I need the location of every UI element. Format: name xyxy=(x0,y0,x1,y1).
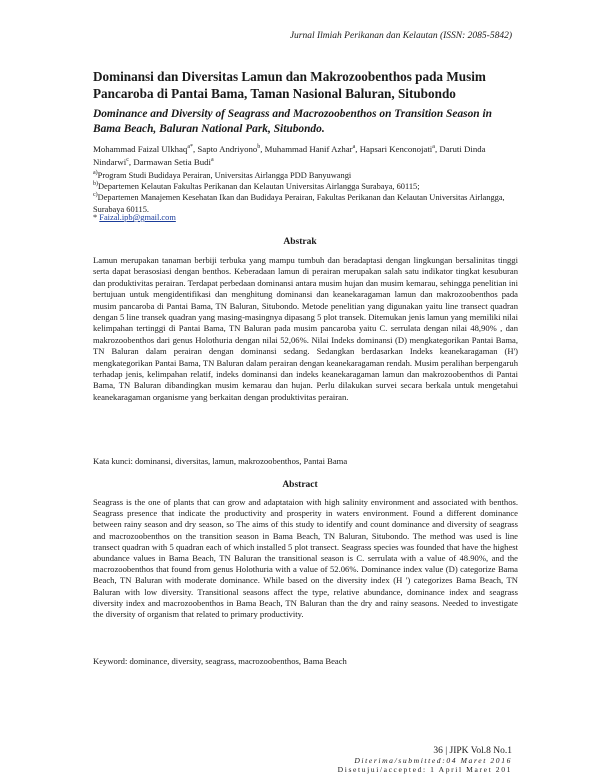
kata-kunci: Kata kunci: dominansi, diversitas, lamun, makrozoobenthos, Pantai Bama xyxy=(93,456,348,466)
affiliation: $^{b)}$Departemen Kelautan Fakultas Perikanan dan Kelautan Universitas Airlangga Surabaya, 60115; xyxy=(93,181,420,192)
running-head: Jurnal Ilmiah Perikanan dan Kelautan (ISSN: 2085-5842) xyxy=(289,31,512,41)
author-list: Mohammad Faizal Ulkhaq$^{a*}$, Sapto Andriyono$^b$, Muhammad Hanif Azhar$^a$, Hapsari Kenconojati$^a$, Daruti Dinda Nindarwi$^c$, Darmawan Setia Budi$^a$ xyxy=(93,144,486,167)
author: Muhammad Hanif Azhar$^a$ xyxy=(264,144,356,154)
received-date: Diterima/submitted:04 Maret 2016 xyxy=(354,756,512,765)
abstract-heading: Abstract xyxy=(282,480,318,490)
affiliation: $^{c)}$Departemen Manajemen Kesehatan Ikan dan Budidaya Perairan, Fakultas Perikanan dan Kelautan Universitas Airlangga, Surabaya 60115. xyxy=(93,192,505,214)
author: Hapsari Kenconojati$^a$ xyxy=(359,144,435,154)
page-number-line: 36 | JIPK Vol.8 No.1 xyxy=(433,746,512,756)
author: Darmawan Setia Budi$^a$ xyxy=(133,157,214,167)
abstrak-body: Lamun merupakan tanaman berbiji terbuka yang mampu tumbuh dan beradaptasi dengan lingkungan bersalinitas tinggi serta dapat berasosiasi dengan benthos. Keberadaan lamun di perairan merupakan salah satu indikator tingkat kesuburan dan produktivitas perairan. Terdapat perbedaan dominansi antara musim hujan dan musim kemarau, sehingga penelitian ini bertujuan untuk mengidentifikasi dan menghitung dominansi dan keanekaragaman lamun dan makrozoobenthos pada musim pancaroba di Pantai Bama, TN Baluran, Situbondo. Metode penelitian yang digunakan yaitu line transect quadran dengan 5 line transek quadran yang masing-masingnya dipasang 5 plot transek. Ditemukan jenis lamun yang memiliki nilai kelimpahan tertinggi di Pantai Bama, TN Baluran pada musim pancaroba yaitu C. serrulata dengan nilai 48,90% , dan makrozoobenthos dari genus Holothuria dengan nilai 52,06%. Nilai Indeks dominansi (D) mengkategorikan Pantai Bama, TN Baluran dalam perairan dengan dominansi sedang. Sedangkan berdasarkan Indeks keanekaragaman (H') mengkategorikan Pantai Bama, TN Baluran dalam perairan dengan keanekaragaman rendah. Musim peralihan berpengaruh terhadap jenis, kelimpahan relatif, indeks dominansi dan indeks keanekaragaman lamun dan makrozoobenthos di Pantai Bama, TN Baluran dibandingkan musim kemarau dan hujan. Perlu dilakukan survei secara berkala untuk mengetahui keanekaragaman organisme yang berkaitan dengan produktivitas perairan. xyxy=(93,255,518,402)
corresponding-email: * Faizal.ipb@gmail.com xyxy=(93,213,176,222)
abstrak-heading: Abstrak xyxy=(283,237,317,247)
author: Daruti Dinda Nindarwi$^c$ xyxy=(93,144,486,167)
keywords: Keyword: dominance, diversity, seagrass, macrozoobenthos, Bama Beach xyxy=(93,656,347,666)
email-link[interactable]: Faizal.ipb@gmail.com xyxy=(99,213,176,222)
affiliation-list xyxy=(93,170,518,215)
author: Mohammad Faizal Ulkhaq$^{a*}$ xyxy=(93,144,193,154)
affiliation: $^{a)}$Program Studi Budidaya Perairan, Universitas Airlangga PDD Banyuwangi xyxy=(93,170,352,180)
title-indonesian: Dominansi dan Diversitas Lamun dan Makrozoobenthos pada Musim Pancaroba di Pantai Bama, Taman Nasional Baluran, Situbondo xyxy=(93,69,486,101)
accepted-date: Disetujui/accepted: 1 April Maret 201 xyxy=(337,765,512,774)
author: Sapto Andriyono$^b$ xyxy=(197,144,261,154)
page-footer xyxy=(338,747,512,774)
abstract-body: Seagrass is the one of plants that can grow and adaptataion with high salinity environment and associated with benthos. Seagrass presence that indicate the productivity and prosperity in waters environment. Found a different dominance between rainy season and dry season, so The aims of this study to identify and count dominance and diversity of seagrass and macrozoobenthos on the transition season in Bama Beach, TN Baluran, Situbondo. The method was used is line transect quadran with 5 quadran each of which installed 5 plot transect. Seagrass species was founded that have the highest abundance values in Bama Beach, TN Baluran the transitional season is C. serrulata with a value of 48.90%, and the macrozoobenthos that found from genus Holothuria with a value of 52.06%. Dominance index value (D) categorize Bama Beach, TN Baluran with moderate dominance. While based on the diversity index (H ') categorizes Bama Beach, TN Baluran with low diversity. Transitional seasons affect the type, relative abundance, dominance index and seagrass diversity index and macrozoobenthos in Bama Beach, TN Baluran than the dry and rainy seasons. Needed to investigate the diversity of organism that related to primary productivity. xyxy=(93,497,518,620)
title-english: Dominance and Diversity of Seagrass and Macrozoobenthos on Transition Season in Bama Beach, Baluran National Park, Situbondo. xyxy=(93,108,492,135)
